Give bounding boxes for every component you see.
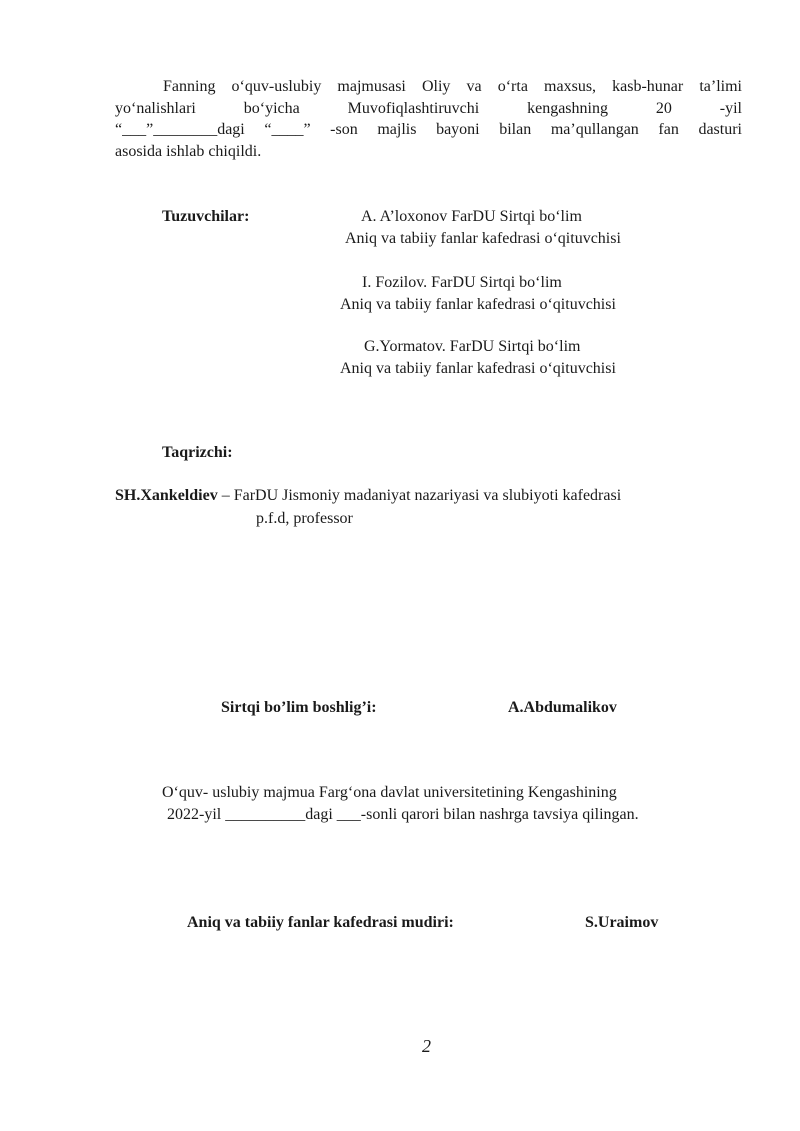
intro-line: asosida ishlab chiqildi.	[115, 142, 262, 160]
intro-paragraph	[115, 76, 742, 162]
authors-heading: Tuzuvchilar:	[162, 208, 250, 225]
reviewer-line	[115, 487, 621, 505]
author-name: I. Fozilov. FarDU Sirtqi bo‘lim	[362, 274, 562, 291]
author-position: Aniq va tabiiy fanlar kafedrasi o‘qituvchisi	[340, 360, 616, 377]
author-name: A. A’loxonov FarDU Sirtqi bo‘lim	[361, 208, 582, 225]
reviewer-heading: Taqrizchi:	[162, 444, 233, 461]
head-signature-label: Sirtqi bo’lim boshlig’i:	[221, 699, 377, 716]
intro-line: Fanning o‘quv-uslubiy majmusasi Oliy va o‘rta maxsus, kasb-hunar ta’limi	[163, 78, 742, 95]
dept-signature-name: S.Uraimov	[585, 914, 659, 931]
reviewer-title: p.f.d, professor	[256, 510, 353, 527]
intro-line: yo‘nalishlari bo‘yicha Muvofiqlashtiruvchi kengashning 20 -yil	[115, 99, 742, 117]
reviewer-affiliation: – FarDU Jismoniy madaniyat nazariyasi va slubiyoti kafedrasi	[217, 487, 622, 504]
author-position: Aniq va tabiiy fanlar kafedrasi o‘qituvchisi	[345, 230, 621, 247]
reviewer-name: SH.Xankeldiev	[115, 487, 218, 504]
recommendation-line: O‘quv- uslubiy majmua Farg‘ona davlat universitetining Kengashining	[162, 784, 617, 801]
head-signature-name: A.Abdumalikov	[508, 699, 617, 716]
author-position: Aniq va tabiiy fanlar kafedrasi o‘qituvchisi	[340, 296, 616, 313]
dept-signature-label: Aniq va tabiiy fanlar kafedrasi mudiri:	[187, 914, 454, 931]
page-number: 2	[422, 1036, 431, 1056]
author-name: G.Yormatov. FarDU Sirtqi bo‘lim	[364, 338, 581, 355]
recommendation-line: 2022-yil __________dagi ___-sonli qarori bilan nashrga tavsiya qilingan.	[167, 806, 639, 823]
intro-line: “___”________dagi “____” -son majlis bayoni bilan ma’qullangan fan dasturi	[115, 121, 742, 138]
